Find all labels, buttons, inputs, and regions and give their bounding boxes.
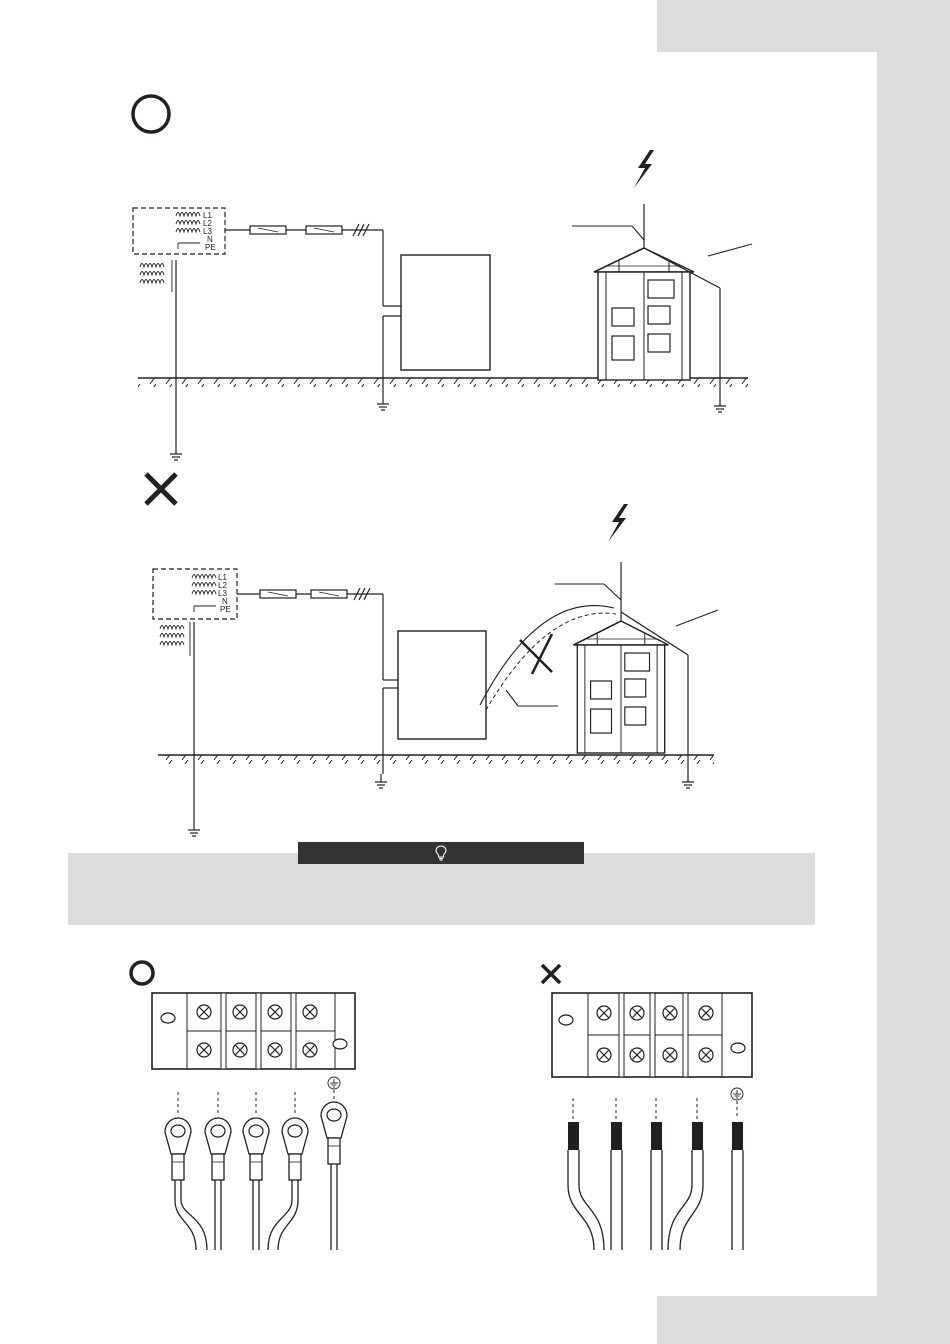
outdoor-unit	[401, 255, 490, 370]
house	[594, 248, 694, 380]
label-n: N	[222, 597, 228, 606]
ring-lug	[243, 1118, 269, 1180]
lightning-bolt-icon	[608, 504, 628, 542]
circle-icon	[131, 962, 153, 984]
label-n: N	[207, 235, 213, 244]
earth-symbol-icon	[731, 1088, 743, 1118]
lightning-bolt-icon	[634, 150, 654, 188]
ring-lug	[321, 1102, 347, 1164]
terminal-block-incorrect	[542, 965, 752, 1250]
house	[574, 621, 669, 753]
label-l1: L1	[218, 573, 227, 582]
label-l1: L1	[203, 211, 212, 220]
cross-icon	[146, 474, 176, 504]
earth-symbol-icon	[328, 1077, 340, 1104]
cross-icon	[542, 965, 560, 983]
ring-lug	[282, 1118, 308, 1180]
circle-icon	[133, 96, 169, 132]
label-l2: L2	[218, 581, 227, 590]
ring-lug	[205, 1118, 231, 1180]
stripped-wire-end	[732, 1122, 743, 1150]
stripped-wire-end	[651, 1122, 662, 1150]
ground-hatch	[158, 755, 714, 764]
outdoor-unit	[398, 631, 486, 739]
stripped-wire-end	[611, 1122, 622, 1150]
terminal-block-correct	[131, 962, 355, 1250]
ring-lug	[165, 1118, 191, 1180]
label-l3: L3	[218, 589, 227, 598]
stripped-wire-end	[568, 1122, 579, 1150]
bottom-diagram	[146, 474, 718, 836]
top-diagram	[133, 96, 752, 460]
label-pe: PE	[220, 605, 231, 614]
label-pe: PE	[205, 243, 216, 252]
label-l3: L3	[203, 227, 212, 236]
label-l2: L2	[203, 219, 212, 228]
stripped-wire-end	[692, 1122, 703, 1150]
